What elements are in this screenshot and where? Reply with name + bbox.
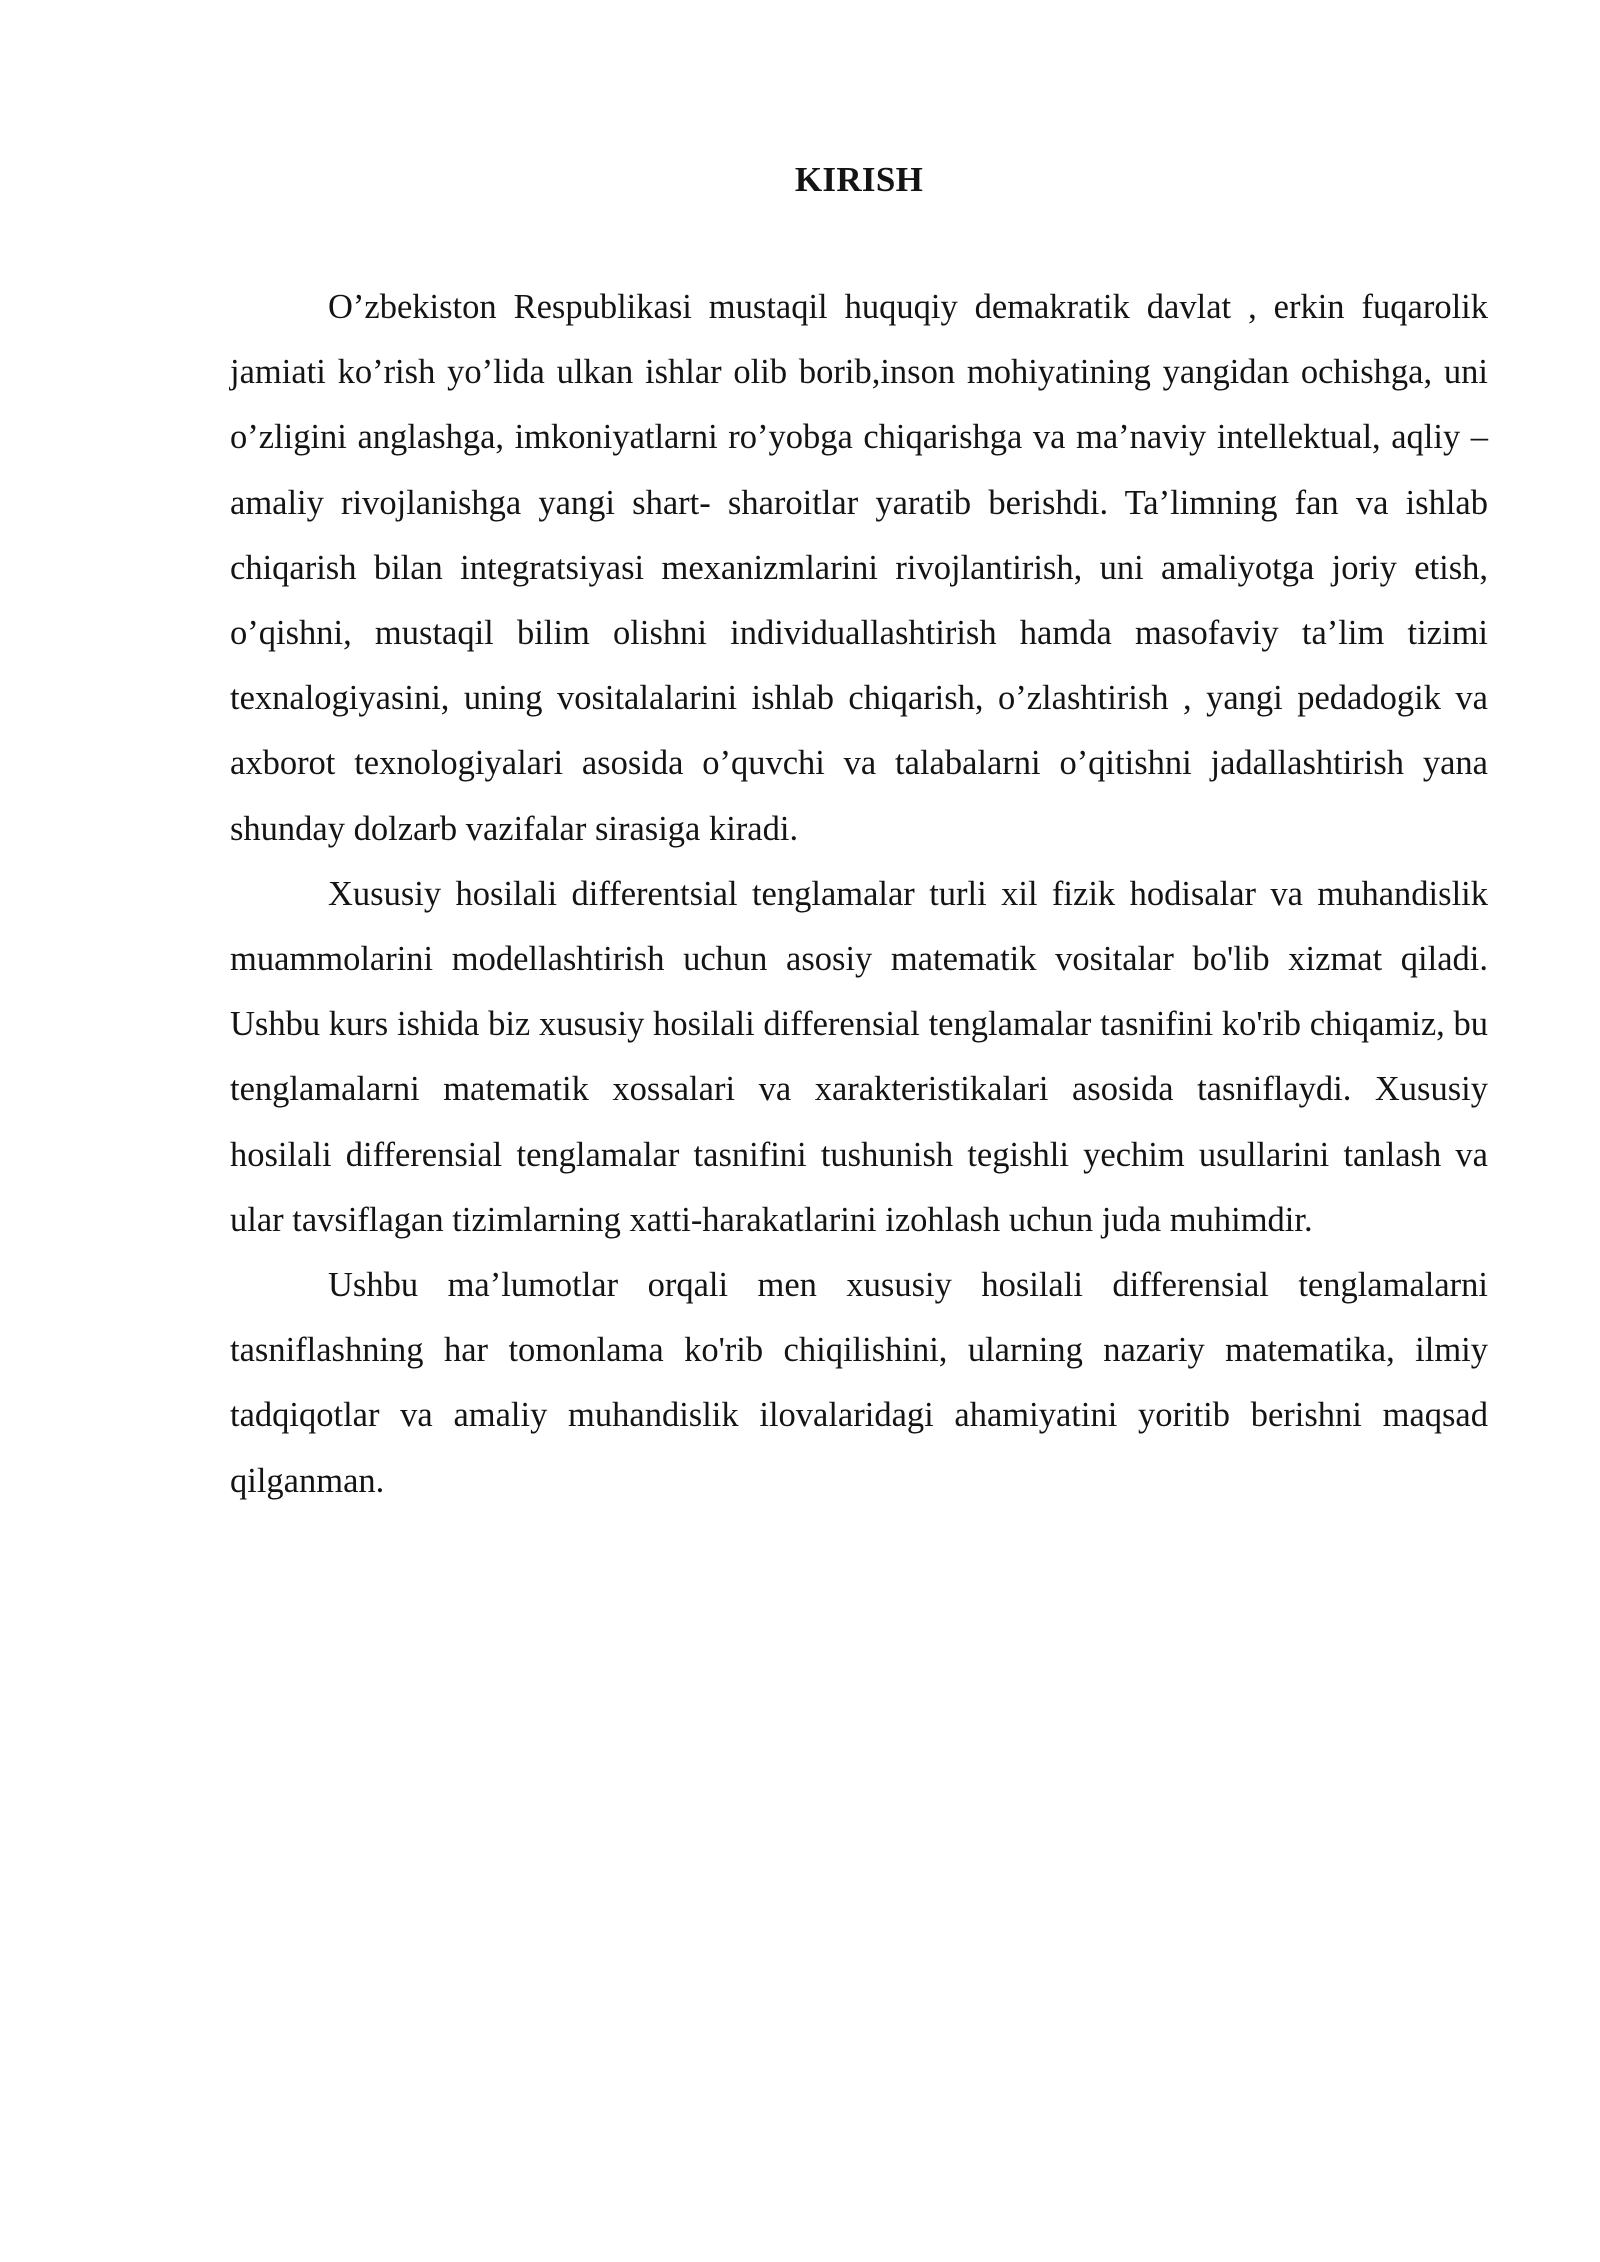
paragraph-intro: O’zbekiston Respublikasi mustaqil huquqiy demakratik davlat , erkin fuqarolik jamiati ko’rish yo’lida ulkan ishlar olib borib,inson mohiyatining yangidan ochishga, uni o’zligini anglashga, imkoniyatlarni ro’yobga chiqarishga va ma’naviy intellektual, aqliy – amaliy rivojlanishga yangi shart- sharoitlar yaratib berishdi. Ta’limning fan va ishlab chiqarish bilan integratsiyasi mexanizmlarini rivojlantirish, uni amaliyotga joriy etish, o’qishni, mustaqil bilim olishni individuallashtirish hamda masofaviy ta’lim tizimi texnalogiyasini, uning vositalalarini ishlab chiqarish, o’zlashtirish , yangi pedadogik va axborot texnologiyalari asosida o’quvchi va talabalarni o’qitishni jadallashtirish yana shunday dolzarb vazifalar sirasiga kiradi.	[230, 288, 1488, 848]
paragraph-purpose: Ushbu ma’lumotlar orqali men xususiy hosilali differensial tenglamalarni tasniflashning har tomonlama ko'rib chiqilishini, ularning nazariy matematika, ilmiy tadqiqotlar va amaliy muhandislik ilovalaridagi ahamiyatini yoritib berishni maqsad qilganman.	[230, 1266, 1488, 1500]
document-body	[230, 150, 1488, 1514]
page-title: KIRISH	[794, 160, 924, 199]
paragraph-pde-overview: Xususiy hosilali differentsial tenglamalar turli xil fizik hodisalar va muhandislik muammolarini modellashtirish uchun asosiy matematik vositalar bo'lib xizmat qiladi. Ushbu kurs ishida biz xususiy hosilali differensial tenglamalar tasnifini ko'rib chiqamiz, bu tenglamalarni matematik xossalari va xarakteristikalari asosida tasniflaydi. Xususiy hosilali differensial tenglamalar tasnifini tushunish tegishli yechim usullarini tanlash va ular tavsiflagan tizimlarning xatti-harakatlarini izohlash uchun juda muhimdir.	[230, 874, 1488, 1239]
